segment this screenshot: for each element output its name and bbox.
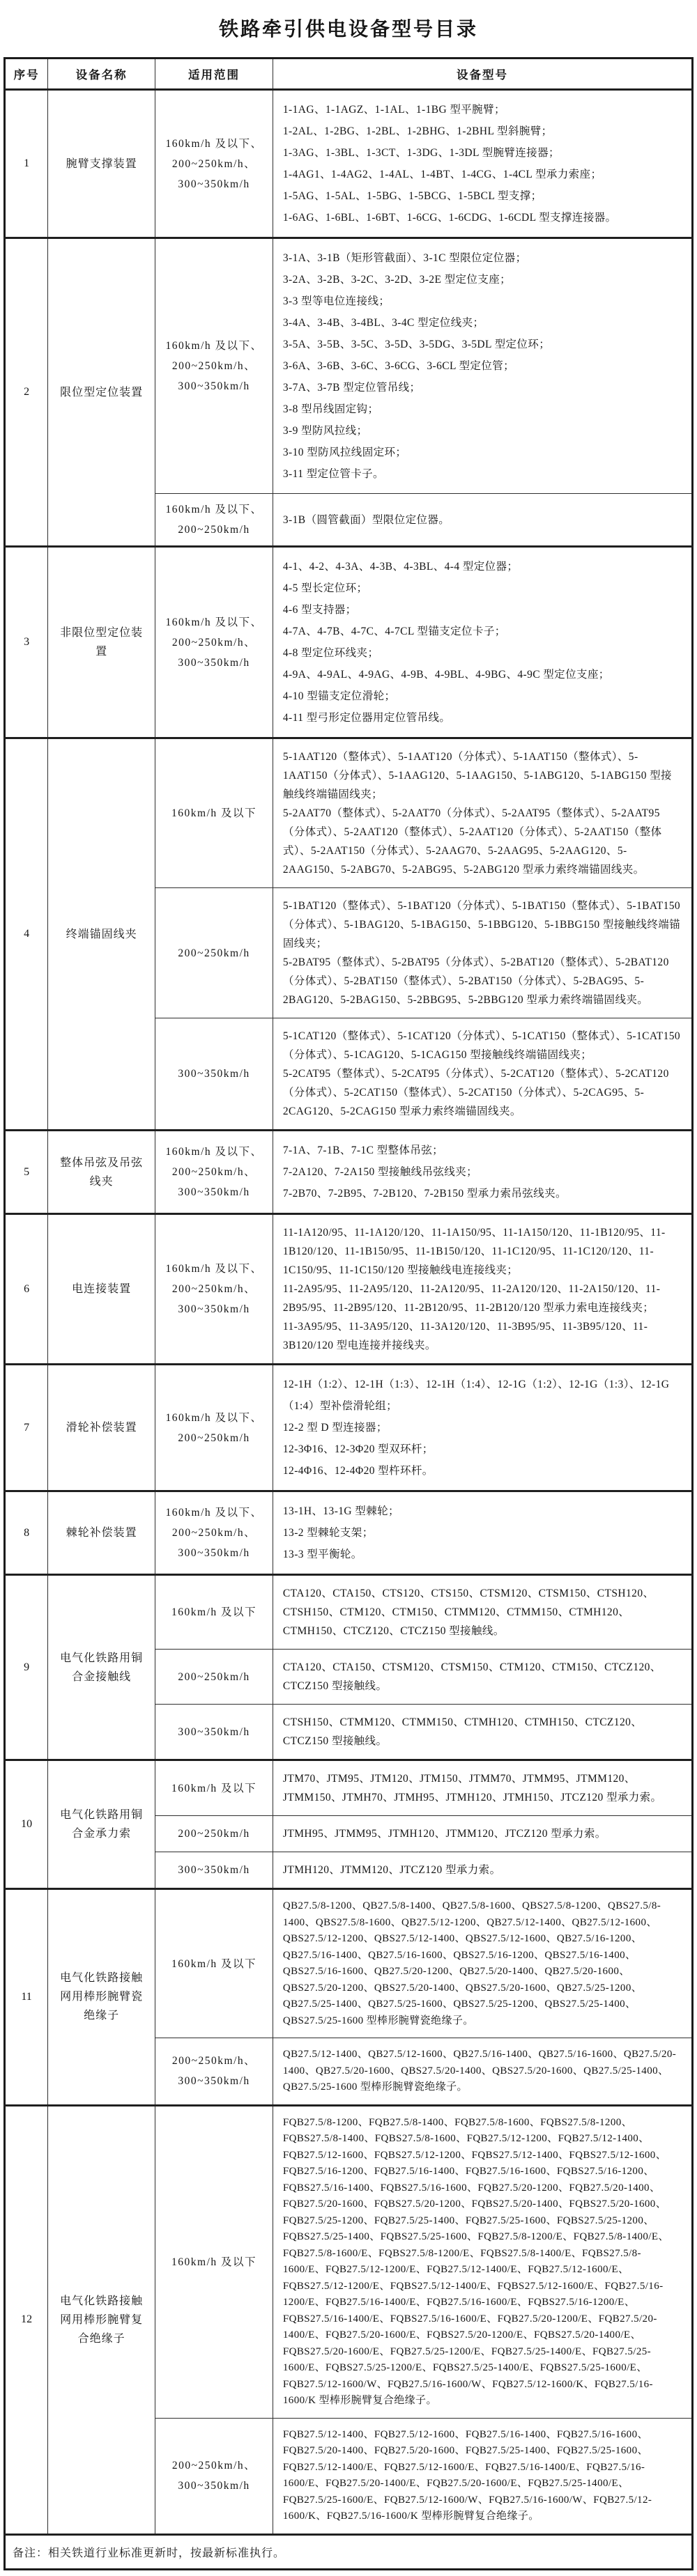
speed-range: 160km/h 及以下	[155, 1575, 273, 1650]
equipment-name: 整体吊弦及吊弦线夹	[48, 1131, 155, 1214]
model-list: 1-1AG、1-1AGZ、1-1AL、1-1BG 型平腕臂； 1-2AL、1-2BG、1-2BL、1-2BHG、1-2BHL 型斜腕臂； 1-3AG、1-3BL、1-3CT、1-3DG、1-3DL 型腕臂连接器； 1-4AG1、1-4AG2、1-4AL、1-4BT、1-4CG、1-4CL 型承力索座； 1-5AG、1-5AL、1-5BG、1-5BCG、1-5BCL 型支撑； 1-6AG、1-6BL、1-6BT、1-6CG、1-6CDG、1-6CDL 型支撑连接器。	[273, 90, 692, 238]
model-list: 12-1H（1:2）、12-1H（1:3）、12-1H（1:4）、12-1G（1:2）、12-1G（1:3）、12-1G（1:4）型补偿滑轮组； 12-2 型 D 型连接器； 12-3Φ16、12-3Φ20 型双环杆； 12-4Φ16、12-4Φ20 型杵环杆。	[273, 1365, 692, 1491]
row-no: 8	[5, 1491, 48, 1575]
model-list: FQB27.5/8-1200、FQB27.5/8-1400、FQB27.5/8-1600、FQBS27.5/8-1200、FQBS27.5/8-1400、FQBS27.5/8-1600、FQB27.5/12-1200、FQB27.5/12-1400、FQB27.5/12-1600、FQBS27.5/12-1200、FQBS27.5/12-1400、FQBS27.5/12-1600、FQB27.5/16-1200、FQB27.5/16-1400、FQB27.5/16-1600、FQBS27.5/16-1200、FQBS27.5/16-1400、FQBS27.5/16-1600、FQB27.5/20-1200、FQB27.5/20-1400、FQB27.5/20-1600、FQBS27.5/20-1200、FQBS27.5/20-1400、FQBS27.5/20-1600、FQB27.5/25-1200、FQB27.5/25-1400、FQB27.5/25-1600、FQBS27.5/25-1200、FQBS27.5/25-1400、FQBS27.5/25-1600、FQB27.5/8-1200/E、FQB27.5/8-1400/E、FQB27.5/8-1600/E、FQBS27.5/8-1200/E、FQBS27.5/8-1400/E、FQBS27.5/8-1600/E、FQB27.5/12-1200/E、FQB27.5/12-1400/E、FQB27.5/12-1600/E、FQBS27.5/12-1200/E、FQBS27.5/12-1400/E、FQBS27.5/12-1600/E、FQB27.5/16-1200/E、FQB27.5/16-1400/E、FQB27.5/16-1600/E、FQBS27.5/16-1200/E、FQBS27.5/16-1400/E、FQBS27.5/16-1600/E、FQB27.5/20-1200/E、FQB27.5/20-1400/E、FQB27.5/20-1600/E、FQBS27.5/20-1200/E、FQBS27.5/20-1400/E、FQBS27.5/20-1600/E、FQB27.5/25-1200/E、FQB27.5/25-1400/E、FQB27.5/25-1600/E、FQBS27.5/25-1200/E、FQBS27.5/25-1400/E、FQBS27.5/25-1600/E、FQB27.5/12-1600/W、FQB27.5/16-1600/W、FQB27.5/12-1600/K、FQB27.5/16-1600/K 型棒形腕臂复合绝缘子。	[273, 2105, 692, 2418]
row-no: 6	[5, 1214, 48, 1365]
equipment-name: 电气化铁路用铜合金接触线	[48, 1575, 155, 1760]
model-list: 5-1BAT120（整体式）、5-1BAT120（分体式）、5-1BAT150（整体式）、5-1BAT150（分体式）、5-1BAG120、5-1BAG150、5-1BBG120、5-1BBG150 型接触线终端锚固线夹； 5-2BAT95（整体式）、5-2BAT95（分体式）、5-2BAT120（整体式）、5-2BAT120（分体式）、5-2BAT150（整体式）、5-2BAT150（分体式）、5-2BAG95、5-2BAG120、5-2BAG150、5-2BBG95、5-2BBG120 型承力索终端锚固线夹。	[273, 888, 692, 1018]
model-list: FQB27.5/12-1400、FQB27.5/12-1600、FQB27.5/16-1400、FQB27.5/16-1600、FQB27.5/20-1400、FQB27.5/20-1600、FQB27.5/25-1400、FQB27.5/25-1600、FQB27.5/12-1400/E、FQB27.5/12-1600/E、FQB27.5/16-1400/E、FQB27.5/16-1600/E、FQB27.5/20-1400/E、FQB27.5/20-1600/E、FQB27.5/25-1400/E、FQB27.5/25-1600/E、FQB27.5/12-1600/W、FQB27.5/16-1600/W、FQB27.5/12-1600/K、FQB27.5/16-1600/K 型棒形腕臂复合绝缘子。	[273, 2418, 692, 2534]
speed-range: 160km/h 及以下	[155, 2105, 273, 2418]
model-list: JTMH95、JTMM95、JTMH120、JTMM120、JTCZ120 型承力索。	[273, 1816, 692, 1852]
row-no: 3	[5, 547, 48, 738]
model-list: JTMH120、JTMM120、JTCZ120 型承力索。	[273, 1852, 692, 1889]
row-no: 12	[5, 2105, 48, 2534]
speed-range: 300~350km/h	[155, 1018, 273, 1131]
speed-range: 300~350km/h	[155, 1852, 273, 1889]
page-title: 铁路牵引供电设备型号目录	[218, 19, 478, 40]
speed-range: 200~250km/h、 300~350km/h	[155, 2038, 273, 2106]
speed-range: 200~250km/h	[155, 1650, 273, 1705]
model-list: 4-1、4-2、4-3A、4-3B、4-3BL、4-4 型定位器； 4-5 型长定位环； 4-6 型支持器； 4-7A、4-7B、4-7C、4-7CL 型锚支定位卡子； 4-8 型定位环线夹； 4-9A、4-9AL、4-9AG、4-9B、4-9BL、4-9BG、4-9C 型定位支座； 4-10 型锚支定位滑轮； 4-11 型弓形定位器用定位管吊线。	[273, 547, 692, 738]
model-list: CTA120、CTA150、CTSM120、CTSM150、CTM120、CTM150、CTCZ120、CTCZ150 型接触线。	[273, 1650, 692, 1705]
model-list: 3-1A、3-1B（矩形管截面）、3-1C 型限位定位器； 3-2A、3-2B、3-2C、3-2D、3-2E 型定位支座； 3-3 型等电位连接线； 3-4A、3-4B、3-4BL、3-4C 型定位线夹； 3-5A、3-5B、3-5C、3-5D、3-5DG、3-5DL 型定位环； 3-6A、3-6B、3-6C、3-6CG、3-6CL 型定位管； 3-7A、3-7B 型定位管吊线； 3-8 型吊线固定钩； 3-9 型防风拉线； 3-10 型防风拉线固定环； 3-11 型定位管卡子。	[273, 238, 692, 494]
table-row	[5, 2105, 693, 2418]
column-header-model: 设备型号	[273, 59, 692, 90]
model-list: QB27.5/8-1200、QB27.5/8-1400、QB27.5/8-1600、QBS27.5/8-1200、QBS27.5/8-1400、QBS27.5/8-1600、QB27.5/12-1200、QB27.5/12-1400、QB27.5/12-1600、QBS27.5/12-1200、QBS27.5/12-1400、QBS27.5/12-1600、QB27.5/16-1200、QB27.5/16-1400、QB27.5/16-1600、QBS27.5/16-1200、QBS27.5/16-1400、QBS27.5/16-1600、QB27.5/20-1200、QB27.5/20-1400、QB27.5/20-1600、QBS27.5/20-1200、QBS27.5/20-1400、QBS27.5/20-1600、QB27.5/25-1200、QB27.5/25-1400、QB27.5/25-1600、QBS27.5/25-1200、QBS27.5/25-1400、QBS27.5/25-1600 型棒形腕臂瓷绝缘子。	[273, 1889, 692, 2038]
model-list: 13-1H、13-1G 型棘轮； 13-2 型棘轮支架； 13-3 型平衡轮。	[273, 1491, 692, 1575]
equipment-name: 终端锚固线夹	[48, 738, 155, 1131]
equipment-name: 滑轮补偿装置	[48, 1365, 155, 1491]
model-list: JTM70、JTM95、JTM120、JTM150、JTMM70、JTMM95、JTMM120、JTMM150、JTMH70、JTMH95、JTMH120、JTMH150、JTCZ120 型承力索。	[273, 1760, 692, 1816]
table-row	[5, 1131, 693, 1214]
table-row	[5, 1491, 693, 1575]
column-header-name: 设备名称	[48, 59, 155, 90]
speed-range: 160km/h 及以下、 200~250km/h	[155, 1365, 273, 1491]
table-row	[5, 1760, 693, 1816]
equipment-name: 非限位型定位装置	[48, 547, 155, 738]
speed-range: 200~250km/h、 300~350km/h	[155, 2418, 273, 2534]
row-no: 7	[5, 1365, 48, 1491]
speed-range: 160km/h 及以下	[155, 1760, 273, 1816]
row-no: 10	[5, 1760, 48, 1889]
table-row	[5, 1889, 693, 2038]
table-row	[5, 738, 693, 888]
catalog-table	[3, 57, 694, 2570]
speed-range: 300~350km/h	[155, 1705, 273, 1760]
table-row	[5, 547, 693, 738]
speed-range: 160km/h 及以下	[155, 738, 273, 888]
speed-range: 200~250km/h	[155, 888, 273, 1018]
table-row	[5, 238, 693, 494]
note-text: 备注：相关铁道行业标准更新时，按最新标准执行。	[5, 2534, 693, 2569]
model-list: CTA120、CTA150、CTS120、CTS150、CTSM120、CTSM150、CTSH120、CTSH150、CTM120、CTM150、CTMM120、CTMM150、CTMH120、CTMH150、CTCZ120、CTCZ150 型接触线。	[273, 1575, 692, 1650]
equipment-name: 电气化铁路接触网用棒形腕臂复合绝缘子	[48, 2105, 155, 2534]
model-list: QB27.5/12-1400、QB27.5/12-1600、QB27.5/16-1400、QB27.5/16-1600、QB27.5/20-1400、QB27.5/20-1600、QBS27.5/20-1400、QBS27.5/20-1600、QB27.5/25-1400、QB27.5/25-1600 型棒形腕臂瓷绝缘子。	[273, 2038, 692, 2106]
equipment-name: 电气化铁路接触网用棒形腕臂瓷绝缘子	[48, 1889, 155, 2106]
header-row	[5, 59, 693, 90]
equipment-name: 棘轮补偿装置	[48, 1491, 155, 1575]
model-list: CTSH150、CTMM120、CTMM150、CTMH120、CTMH150、CTCZ120、CTCZ150 型接触线。	[273, 1705, 692, 1760]
model-list: 5-1AAT120（整体式）、5-1AAT120（分体式）、5-1AAT150（整体式）、5-1AAT150（分体式）、5-1AAG120、5-1AAG150、5-1ABG120、5-1ABG150 型接触线终端锚固线夹； 5-2AAT70（整体式）、5-2AAT70（分体式）、5-2AAT95（整体式）、5-2AAT95（分体式）、5-2AAT120（整体式）、5-2AAT120（分体式）、5-2AAT150（整体式）、5-2AAT150（分体式）、5-2AAG70、5-2AAG95、5-2AAG120、5-2AAG150、5-2ABG70、5-2ABG95、5-2ABG120 型承力索终端锚固线夹。	[273, 738, 692, 888]
speed-range: 160km/h 及以下、 200~250km/h、 300~350km/h	[155, 547, 273, 738]
speed-range: 160km/h 及以下	[155, 1889, 273, 2038]
model-list: 3-1B（圆管截面）型限位定位器。	[273, 494, 692, 547]
note-row	[5, 2534, 693, 2569]
row-no: 2	[5, 238, 48, 547]
model-list: 7-1A、7-1B、7-1C 型整体吊弦； 7-2A120、7-2A150 型接触线吊弦线夹； 7-2B70、7-2B95、7-2B120、7-2B150 型承力索吊弦线夹。	[273, 1131, 692, 1214]
table-row	[5, 1214, 693, 1365]
equipment-name: 腕臂支撑装置	[48, 90, 155, 238]
table-row	[5, 90, 693, 238]
model-list: 5-1CAT120（整体式）、5-1CAT120（分体式）、5-1CAT150（整体式）、5-1CAT150（分体式）、5-1CAG120、5-1CAG150 型接触线终端锚固线夹； 5-2CAT95（整体式）、5-2CAT95（分体式）、5-2CAT120（整体式）、5-2CAT120（分体式）、5-2CAT150（整体式）、5-2CAT150（分体式）、5-2CAG95、5-2CAG120、5-2CAG150 型承力索终端锚固线夹。	[273, 1018, 692, 1131]
speed-range: 160km/h 及以下、 200~250km/h、 300~350km/h	[155, 1214, 273, 1365]
column-header-range: 适用范围	[155, 59, 273, 90]
model-list: 11-1A120/95、11-1A120/120、11-1A150/95、11-1A150/120、11-1B120/95、11-1B120/120、11-1B150/95、11-1B150/120、11-1C120/95、11-1C120/120、11-1C150/95、11-1C150/120 型接触线电连接线夹； 11-2A95/95、11-2A95/120、11-2A120/95、11-2A120/120、11-2A150/120、11-2B95/95、11-2B95/120、11-2B120/95、11-2B120/120 型承力索电连接线夹； 11-3A95/95、11-3A95/120、11-3A120/120、11-3B95/95、11-3B95/120、11-3B120/120 型电连接并接线夹。	[273, 1214, 692, 1365]
row-no: 11	[5, 1889, 48, 2106]
speed-range: 200~250km/h	[155, 1816, 273, 1852]
speed-range: 160km/h 及以下、 200~250km/h、 300~350km/h	[155, 238, 273, 494]
table-row	[5, 1575, 693, 1650]
speed-range: 160km/h 及以下、 200~250km/h	[155, 494, 273, 547]
row-no: 9	[5, 1575, 48, 1760]
column-header-no: 序号	[5, 59, 48, 90]
speed-range: 160km/h 及以下、 200~250km/h、 300~350km/h	[155, 90, 273, 238]
row-no: 1	[5, 90, 48, 238]
speed-range: 160km/h 及以下、 200~250km/h、 300~350km/h	[155, 1491, 273, 1575]
speed-range: 160km/h 及以下、 200~250km/h、 300~350km/h	[155, 1131, 273, 1214]
row-no: 4	[5, 738, 48, 1131]
table-row	[5, 1365, 693, 1491]
row-no: 5	[5, 1131, 48, 1214]
equipment-name: 电气化铁路用铜合金承力索	[48, 1760, 155, 1889]
equipment-name: 电连接装置	[48, 1214, 155, 1365]
equipment-name: 限位型定位装置	[48, 238, 155, 547]
